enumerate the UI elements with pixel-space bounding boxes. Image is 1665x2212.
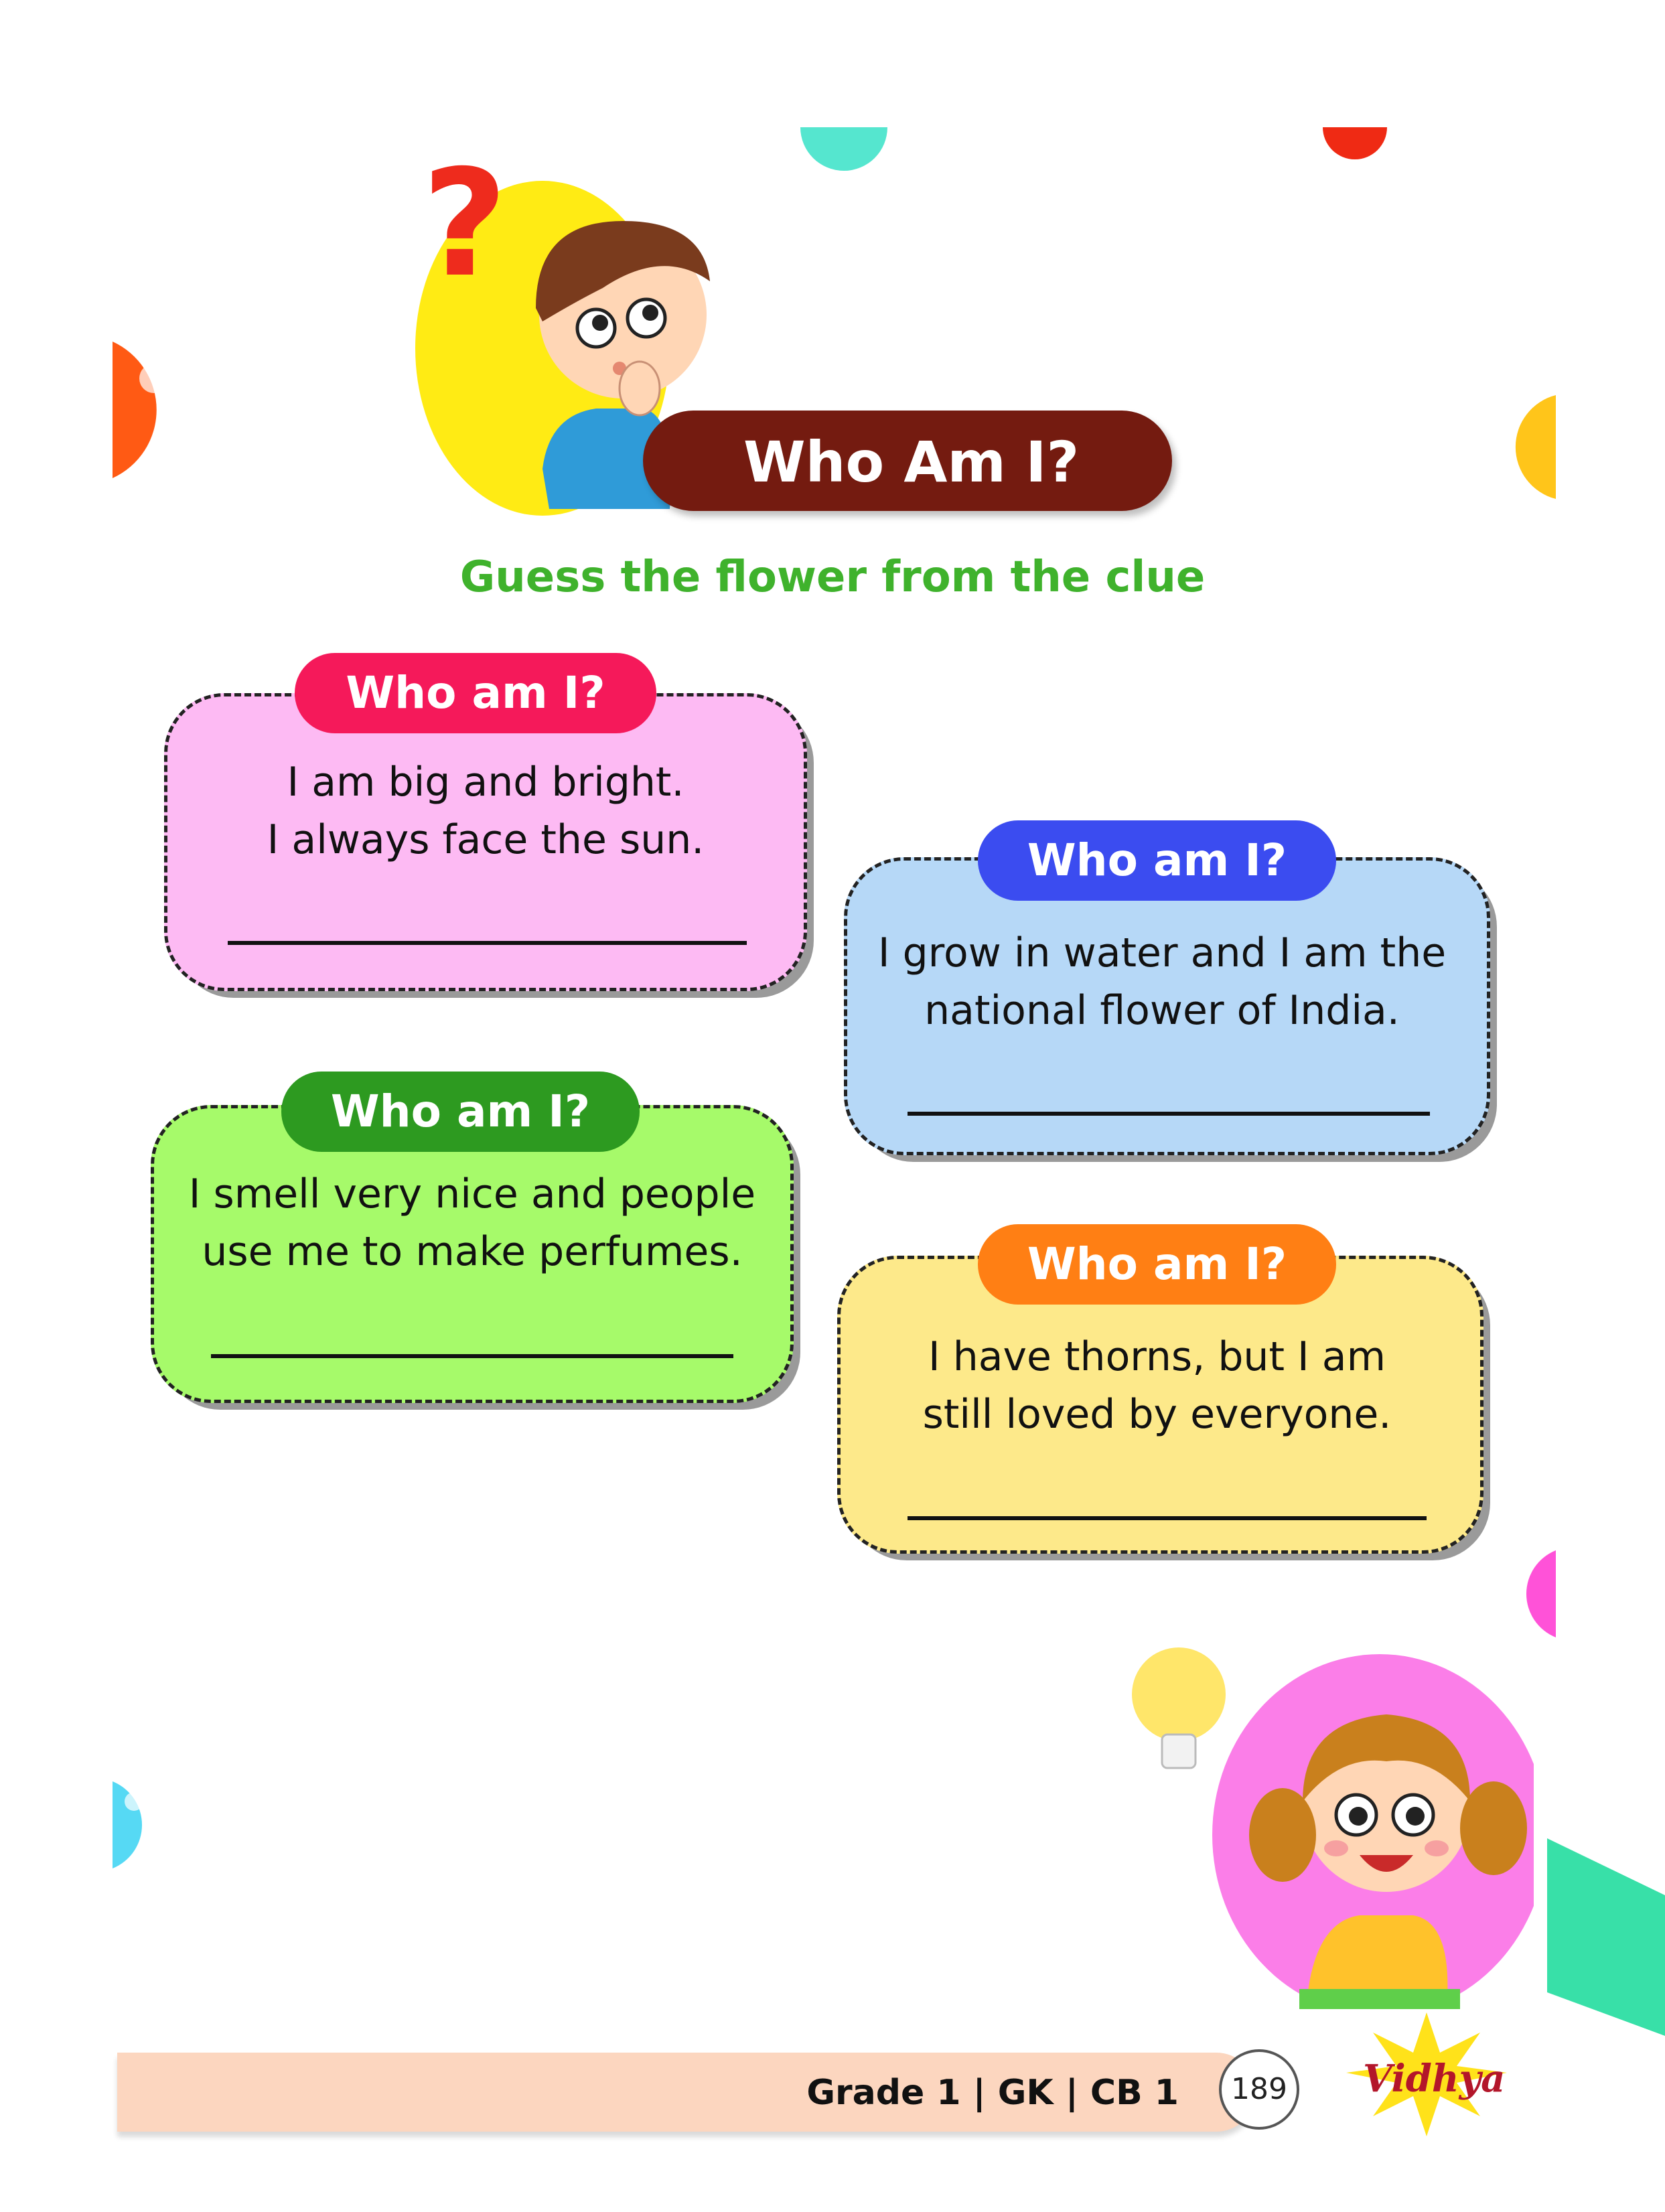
card-4-label: Who am I? xyxy=(978,1224,1336,1305)
brand-logo xyxy=(1306,2006,1547,2140)
girl-with-idea-illustration xyxy=(1118,1634,1534,2009)
card-3-answer-line[interactable] xyxy=(211,1354,733,1358)
card-1-label: Who am I? xyxy=(295,653,656,733)
card-4-clue: I have thorns, but I am still loved by everyone. xyxy=(922,1333,1392,1438)
card-4-answer-line[interactable] xyxy=(908,1516,1427,1520)
card-3-clue: I smell very nice and people use me to make perfumes. xyxy=(188,1171,756,1275)
card-1-clue: I am big and bright. I always face the sun. xyxy=(267,759,705,863)
card-2-label: Who am I? xyxy=(978,820,1336,901)
page-title: Who Am I? xyxy=(743,429,1080,495)
footer-grade-info: Grade 1 | GK | CB 1 xyxy=(806,2073,1179,2113)
teal-bubble xyxy=(800,127,887,171)
card-1-answer-line[interactable] xyxy=(228,941,747,945)
green-shape xyxy=(1547,1838,1665,2036)
page-number: 189 xyxy=(1219,2049,1299,2130)
instruction-subtitle: Guess the flower from the clue xyxy=(459,552,1206,602)
magenta-bubble xyxy=(1526,1550,1556,1637)
card-2-answer-line[interactable] xyxy=(908,1112,1430,1116)
brand-name: Vidhya xyxy=(1363,2057,1506,2101)
svg-text:?: ? xyxy=(422,147,508,309)
yellow-bubble xyxy=(1516,395,1556,499)
card-2-clue: I grow in water and I am the national flower of India. xyxy=(877,930,1447,1034)
orange-bubble xyxy=(113,342,157,478)
red-bubble xyxy=(1323,127,1387,159)
card-3-label: Who am I? xyxy=(281,1072,640,1152)
